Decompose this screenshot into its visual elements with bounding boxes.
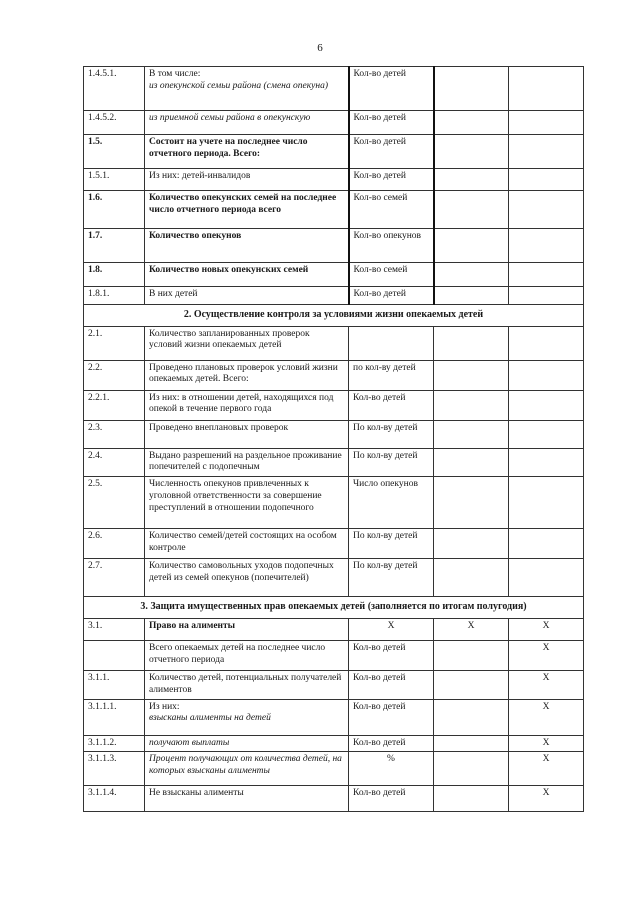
value-cell: [434, 390, 509, 420]
row-description: Численность опекунов привлеченных к уголовной ответственности за совершение преступлений в отношении подопечного: [145, 477, 349, 529]
value-cell: [434, 735, 509, 752]
table-row: [84, 111, 584, 135]
row-description: [145, 752, 349, 786]
value-cell: X: [509, 786, 584, 812]
value-cell: [509, 529, 584, 559]
row-unit: Кол-во опекунов: [349, 229, 434, 263]
row-number: 2.4.: [84, 448, 145, 477]
table-row: [84, 191, 584, 229]
table-row: [84, 529, 584, 559]
table-row: [84, 263, 584, 287]
row-unit: По кол-ву детей: [349, 559, 434, 597]
value-cell: [509, 229, 584, 263]
value-cell: [509, 287, 584, 305]
row-description: Проведено внеплановых проверок: [145, 420, 349, 448]
section-header-row: [84, 305, 584, 327]
row-number: 3.1.1.3.: [84, 752, 145, 786]
value-cell: [434, 135, 509, 169]
table-row: [84, 169, 584, 191]
table-row: [84, 360, 584, 390]
row-description: Проведено плановых проверок условий жизни опекаемых детей. Всего:: [145, 360, 349, 390]
value-cell: [434, 699, 509, 735]
row-description: [145, 618, 349, 640]
row-description: [145, 169, 349, 191]
row-unit: X: [349, 618, 434, 640]
page-number: 6: [317, 42, 323, 54]
value-cell: [509, 390, 584, 420]
table-row: [84, 67, 584, 111]
row-description: Количество самовольных уходов подопечных детей из семей опекунов (попечителей): [145, 559, 349, 597]
table-row: [84, 477, 584, 529]
description-line: В них детей: [149, 289, 198, 299]
value-cell: X: [434, 618, 509, 640]
value-cell: X: [509, 618, 584, 640]
row-number: 2.2.: [84, 360, 145, 390]
row-unit: Кол-во детей: [349, 786, 434, 812]
table-row: [84, 420, 584, 448]
description-line: Количество опекунских семей на последнее число отчетного периода всего: [149, 193, 337, 215]
value-cell: [509, 111, 584, 135]
section-title: 3. Защита имущественных прав опекаемых детей (заполняется по итогам полугодия): [84, 597, 584, 619]
row-unit: Кол-во детей: [349, 670, 434, 699]
row-number: 3.1.1.: [84, 670, 145, 699]
table-row: [84, 752, 584, 786]
row-unit: Кол-во семей: [349, 263, 434, 287]
value-cell: [509, 477, 584, 529]
description-line: Всего опекаемых детей на последнее число отчетного периода: [149, 642, 326, 665]
row-number: 2.3.: [84, 420, 145, 448]
row-unit: Кол-во детей: [349, 735, 434, 752]
value-cell: [434, 360, 509, 390]
value-cell: X: [509, 735, 584, 752]
row-number: 1.8.1.: [84, 287, 145, 305]
value-cell: [434, 786, 509, 812]
row-number: 2.6.: [84, 529, 145, 559]
row-description: [145, 640, 349, 670]
row-number: 1.8.: [84, 263, 145, 287]
row-number: 1.7.: [84, 229, 145, 263]
table-row: [84, 670, 584, 699]
description-line: из опекунской семьи района (смена опекуна): [149, 80, 329, 91]
report-table: [83, 66, 584, 812]
row-unit: Кол-во детей: [349, 640, 434, 670]
row-description: Количество запланированных проверок условий жизни опекаемых детей: [145, 326, 349, 360]
row-unit: по кол-ву детей: [349, 360, 434, 390]
value-cell: [434, 111, 509, 135]
value-cell: [434, 448, 509, 477]
table-row: [84, 618, 584, 640]
row-description: [145, 135, 349, 169]
row-unit: Кол-во детей: [349, 287, 434, 305]
row-number: 1.4.5.2.: [84, 111, 145, 135]
description-line: Количество детей, потенциальных получателей алиментов: [149, 672, 342, 695]
description-line: Из них: детей-инвалидов: [149, 171, 251, 181]
row-description: [145, 735, 349, 752]
value-cell: [509, 135, 584, 169]
row-description: [145, 67, 349, 111]
table-row: [84, 287, 584, 305]
row-number: 2.1.: [84, 326, 145, 360]
row-unit: Кол-во детей: [349, 135, 434, 169]
row-unit: Число опекунов: [349, 477, 434, 529]
section-title: 2. Осуществление контроля за условиями жизни опекаемых детей: [84, 305, 584, 327]
table-row: [84, 326, 584, 360]
description-line: получают выплаты: [149, 737, 230, 748]
row-number: 2.7.: [84, 559, 145, 597]
row-unit: %: [349, 752, 434, 786]
row-number: 3.1.: [84, 618, 145, 640]
row-unit: Кол-во детей: [349, 111, 434, 135]
table-row: [84, 448, 584, 477]
row-description: [145, 670, 349, 699]
row-description: [145, 699, 349, 735]
value-cell: [434, 229, 509, 263]
value-cell: [509, 559, 584, 597]
row-unit: Кол-во детей: [349, 67, 434, 111]
value-cell: [509, 326, 584, 360]
value-cell: [434, 67, 509, 111]
row-number: 2.5.: [84, 477, 145, 529]
table-row: [84, 735, 584, 752]
value-cell: [434, 191, 509, 229]
row-number: 2.2.1.: [84, 390, 145, 420]
value-cell: [434, 559, 509, 597]
table-row: [84, 786, 584, 812]
row-number: 3.1.1.2.: [84, 735, 145, 752]
value-cell: [434, 752, 509, 786]
row-number: 1.5.1.: [84, 169, 145, 191]
row-unit: Кол-во детей: [349, 390, 434, 420]
value-cell: [434, 477, 509, 529]
table-row: [84, 640, 584, 670]
description-line: взысканы алименты на детей: [149, 713, 271, 724]
row-unit: По кол-ву детей: [349, 448, 434, 477]
value-cell: [434, 640, 509, 670]
row-unit: По кол-ву детей: [349, 420, 434, 448]
description-line: Из них:: [149, 701, 180, 712]
row-unit: Кол-во детей: [349, 699, 434, 735]
row-number: 1.4.5.1.: [84, 67, 145, 111]
row-description: Выдано разрешений на раздельное проживание попечителей с подопечным: [145, 448, 349, 477]
row-number: 3.1.1.4.: [84, 786, 145, 812]
row-unit: Кол-во семей: [349, 191, 434, 229]
value-cell: [434, 263, 509, 287]
table-row: [84, 229, 584, 263]
table-row: [84, 135, 584, 169]
value-cell: [509, 67, 584, 111]
row-description: [145, 786, 349, 812]
value-cell: X: [509, 670, 584, 699]
row-description: [145, 111, 349, 135]
value-cell: [434, 169, 509, 191]
row-description: [145, 263, 349, 287]
row-unit: По кол-ву детей: [349, 529, 434, 559]
row-description: Количество семей/детей состоящих на особом контроле: [145, 529, 349, 559]
value-cell: [434, 529, 509, 559]
value-cell: [434, 670, 509, 699]
row-unit: Кол-во детей: [349, 169, 434, 191]
value-cell: [509, 191, 584, 229]
description-line: из приемной семьи района в опекунскую: [149, 113, 311, 123]
section-header-row: [84, 597, 584, 619]
table-row: [84, 699, 584, 735]
row-number: [84, 640, 145, 670]
row-description: [145, 191, 349, 229]
description-line: Количество новых опекунских семей: [149, 265, 309, 275]
value-cell: X: [509, 640, 584, 670]
table-row: [84, 559, 584, 597]
description-line: Состоит на учете на последнее число отчетного периода. Всего:: [149, 137, 308, 159]
value-cell: [509, 360, 584, 390]
description-line: Не взысканы алименты: [149, 788, 244, 799]
row-number: 1.5.: [84, 135, 145, 169]
value-cell: [509, 448, 584, 477]
row-description: [145, 229, 349, 263]
value-cell: [434, 420, 509, 448]
row-description: [145, 287, 349, 305]
value-cell: X: [509, 699, 584, 735]
value-cell: [509, 420, 584, 448]
row-description: Из них: в отношении детей, находящихся под опекой в течение первого года: [145, 390, 349, 420]
row-number: 1.6.: [84, 191, 145, 229]
description-line: Процент получающих от количества детей, на которых взысканы алименты: [149, 754, 342, 777]
row-number: 3.1.1.1.: [84, 699, 145, 735]
value-cell: [509, 169, 584, 191]
value-cell: [434, 287, 509, 305]
row-unit: [349, 326, 434, 360]
description-line: Количество опекунов: [149, 231, 242, 241]
description-line: Право на алименты: [149, 620, 236, 631]
value-cell: [434, 326, 509, 360]
description-line: В том числе:: [149, 69, 201, 79]
table-row: [84, 390, 584, 420]
value-cell: X: [509, 752, 584, 786]
value-cell: [509, 263, 584, 287]
